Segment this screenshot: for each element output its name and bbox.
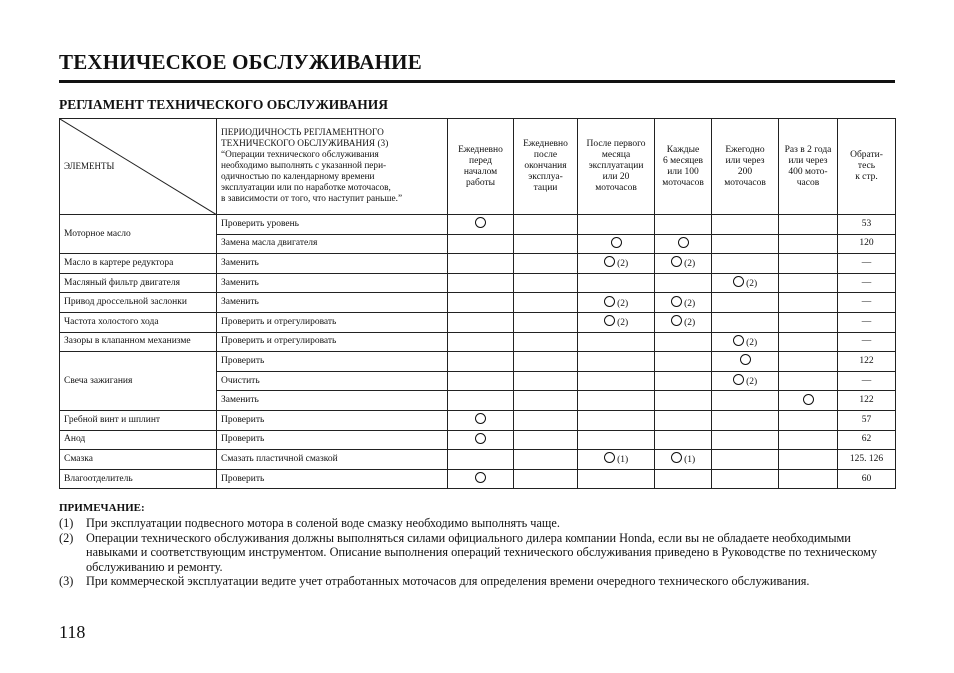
circle-mark-icon [604,452,615,463]
interval-mark [712,430,779,450]
header-col-line: часов [796,177,820,188]
header-periodicity-line: эксплуатации или по наработке моточасов, [221,183,391,193]
note-number: (2) [59,530,74,545]
interval-mark [655,332,712,352]
header-periodicity-line: необходимо выполнять с указанной пери- [221,161,387,171]
header-col-line: моточасов [595,183,637,193]
interval-mark [578,312,655,332]
interval-mark [655,293,712,313]
page-reference: 122 [838,352,896,372]
table-row [60,430,896,450]
header-col-line: Ежегодно [725,144,765,155]
interval-mark [514,312,578,332]
note-item [59,574,895,589]
operation: Проверить [217,469,448,489]
header-periodicity-line: ПЕРИОДИЧНОСТЬ РЕГЛАМЕНТНОГО [221,128,384,138]
interval-mark [514,273,578,293]
header-col-line: Обрати- [850,150,883,160]
interval-mark [779,332,838,352]
header-col-line: 400 мото- [788,166,828,177]
header-col-line: тесь [857,161,876,171]
interval-mark [779,430,838,450]
header-col-line: месяца [601,150,631,160]
interval-mark [514,332,578,352]
header-col-yearly [712,119,779,215]
operation: Проверить уровень [217,215,448,235]
operation: Заменить [217,254,448,274]
operation: Очистить [217,371,448,391]
interval-mark [712,371,779,391]
circle-mark-icon [475,413,486,424]
note-number: (3) [59,574,74,588]
notes-list [59,516,895,589]
interval-mark [578,254,655,274]
table-row [60,469,896,489]
page-reference: — [838,254,896,274]
table-row [60,293,896,313]
interval-mark [578,332,655,352]
element-name: Масляный фильтр двигателя [60,273,217,293]
operation: Проверить [217,430,448,450]
interval-mark [448,469,514,489]
header-col-line: Ежедневно [458,144,503,155]
interval-mark [779,273,838,293]
note-number: (1) [59,516,74,530]
interval-mark [514,352,578,372]
operation: Смазать пластичной смазкой [217,450,448,470]
interval-mark [655,391,712,411]
circle-mark-icon [671,315,682,326]
interval-mark [578,391,655,411]
interval-mark [514,410,578,430]
circle-mark-icon [475,217,486,228]
interval-mark [514,293,578,313]
header-col-line: После первого [586,139,646,149]
header-col-line: 200 [737,166,753,177]
mark-note-ref: (1) [681,455,696,466]
element-name: Привод дроссельной заслонки [60,293,217,313]
header-col-line: Раз в 2 года [784,144,832,155]
interval-mark [779,391,838,411]
header-elements-cell [60,119,217,215]
element-name: Зазоры в клапанном механизме [60,332,217,352]
interval-mark [514,234,578,254]
interval-mark [712,410,779,430]
interval-mark [578,371,655,391]
table-row [60,410,896,430]
note-text: При эксплуатации подвесного мотора в соленой воде смазку необходимо выполнять чаще. [86,516,560,530]
circle-mark-icon [678,237,689,248]
operation: Проверить и отрегулировать [217,332,448,352]
header-col-line: работы [466,177,495,188]
circle-mark-icon [475,472,486,483]
header-col-line: моточасов [662,177,704,188]
note-text: Операции технического обслуживания должны выполняться силами официального дилера компании Honda, если вы не обладаете необходимыми навыками и соответствующим инструментом. Описание выполнения операций технического обслуживания приведено в Руководстве по техническому обслуживанию и ремонту. [86,530,878,574]
interval-mark [779,215,838,235]
interval-mark [448,371,514,391]
header-periodicity-line: в зависимости от того, что наступит раньше.” [221,194,403,204]
note-text: При коммерческой эксплуатации ведите учет отработанных моточасов для определения времени очередного технического обслуживания. [86,574,810,588]
page-reference: — [838,293,896,313]
mark-note-ref: (1) [614,455,629,466]
header-col-line: началом [463,166,498,177]
element-name: Анод [60,430,217,450]
table-row [60,254,896,274]
header-col-line: или через [788,155,828,166]
circle-mark-icon [604,296,615,307]
interval-mark [655,273,712,293]
maintenance-schedule-table [59,118,896,489]
page-reference: 125. 126 [838,450,896,470]
interval-mark [712,332,779,352]
element-name: Масло в картере редуктора [60,254,217,274]
page-number: 118 [59,622,86,642]
header-col-line: окончания [524,161,567,171]
circle-mark-icon [475,433,486,444]
interval-mark [655,254,712,274]
table-row [60,215,896,235]
interval-mark [712,293,779,313]
interval-mark [655,312,712,332]
circle-mark-icon [740,354,751,365]
mark-note-ref: (2) [681,298,696,309]
interval-mark [712,254,779,274]
interval-mark [448,332,514,352]
mark-note-ref: (2) [614,298,629,309]
header-periodicity-line: одичностью по календарному времени [221,172,375,182]
interval-mark [655,352,712,372]
interval-mark [514,469,578,489]
interval-mark [712,273,779,293]
interval-mark [448,352,514,372]
header-col-line: перед [469,155,492,166]
interval-mark [578,352,655,372]
page-title: ТЕХНИЧЕСКОЕ ОБСЛУЖИВАНИЕ [59,50,422,74]
circle-mark-icon [803,394,814,405]
interval-mark [448,312,514,332]
interval-mark [779,352,838,372]
header-col-line: Ежедневно [523,139,568,149]
header-col-line: или 20 [602,172,630,182]
page-reference: 60 [838,469,896,489]
interval-mark [448,215,514,235]
element-name: Смазка [60,450,217,470]
interval-mark [779,450,838,470]
section-title: РЕГЛАМЕНТ ТЕХНИЧЕСКОГО ОБСЛУЖИВАНИЯ [59,97,388,112]
interval-mark [578,215,655,235]
page-reference: — [838,332,896,352]
interval-mark [655,371,712,391]
element-name: Моторное масло [60,215,217,254]
interval-mark [655,410,712,430]
mark-note-ref: (2) [681,318,696,329]
interval-mark [779,371,838,391]
mark-note-ref: (2) [743,337,758,348]
interval-mark [448,234,514,254]
interval-mark [578,234,655,254]
operation: Проверить [217,410,448,430]
interval-mark [712,352,779,372]
interval-mark [448,293,514,313]
operation: Заменить [217,273,448,293]
header-col-line: Каждые [666,144,700,155]
header-col-6-months [655,119,712,215]
operation: Заменить [217,293,448,313]
interval-mark [514,254,578,274]
element-name: Свеча зажигания [60,352,217,411]
interval-mark [514,450,578,470]
interval-mark [448,254,514,274]
header-col-see-page [838,119,896,215]
interval-mark [655,450,712,470]
operation: Проверить и отрегулировать [217,312,448,332]
interval-mark [779,410,838,430]
page-reference: 120 [838,234,896,254]
element-name: Частота холостого хода [60,312,217,332]
header-col-line: или через [725,155,765,166]
table-row [60,312,896,332]
interval-mark [448,450,514,470]
interval-mark [655,469,712,489]
page-reference: 62 [838,430,896,450]
header-col-line: тации [533,183,558,193]
header-col-line: или 100 [667,166,699,177]
interval-mark [779,293,838,313]
header-periodicity-line: ТЕХНИЧЕСКОГО ОБСЛУЖИВАНИЯ (3) [221,139,389,149]
page-reference: — [838,273,896,293]
interval-mark [448,273,514,293]
page-reference: 122 [838,391,896,411]
mark-note-ref: (2) [681,259,696,270]
interval-mark [578,273,655,293]
interval-mark [712,469,779,489]
note-item [59,516,895,531]
interval-mark [448,391,514,411]
header-col-line: к стр. [855,172,878,182]
interval-mark [514,430,578,450]
interval-mark [514,391,578,411]
interval-mark [655,430,712,450]
interval-mark [448,430,514,450]
interval-mark [578,410,655,430]
header-col-line: 6 месяцев [663,155,703,166]
interval-mark [514,371,578,391]
mark-note-ref: (2) [743,377,758,388]
interval-mark [655,215,712,235]
interval-mark [578,430,655,450]
mark-note-ref: (2) [614,259,629,270]
interval-mark [779,234,838,254]
interval-mark [779,312,838,332]
table-row [60,332,896,352]
circle-mark-icon [604,315,615,326]
operation: Проверить [217,352,448,372]
interval-mark [655,234,712,254]
circle-mark-icon [671,256,682,267]
interval-mark [712,234,779,254]
interval-mark [779,254,838,274]
element-name: Влагоотделитель [60,469,217,489]
header-periodicity-line: “Операции технического обслуживания [221,150,379,160]
interval-mark [578,469,655,489]
interval-mark [578,450,655,470]
page-reference: 57 [838,410,896,430]
note-item [59,531,895,575]
circle-mark-icon [733,374,744,385]
interval-mark [578,293,655,313]
page-reference: — [838,312,896,332]
header-col-first-month [578,119,655,215]
circle-mark-icon [733,276,744,287]
header-col-daily-before [448,119,514,215]
header-col-2-years [779,119,838,215]
element-name: Гребной винт и шплинт [60,410,217,430]
notes-title: ПРИМЕЧАНИЕ: [59,502,145,514]
interval-mark [514,215,578,235]
page-reference: — [838,371,896,391]
circle-mark-icon [611,237,622,248]
interval-mark [779,469,838,489]
circle-mark-icon [671,296,682,307]
mark-note-ref: (2) [614,318,629,329]
circle-mark-icon [671,452,682,463]
table-row [60,352,896,372]
table-row [60,450,896,470]
interval-mark [712,312,779,332]
mark-note-ref: (2) [743,279,758,290]
circle-mark-icon [604,256,615,267]
interval-mark [448,410,514,430]
table-row [60,273,896,293]
header-periodicity [217,119,448,215]
page-reference: 53 [838,215,896,235]
header-elements-label: ЭЛЕМЕНТЫ [64,161,115,171]
operation: Замена масла двигателя [217,234,448,254]
header-col-line: эксплуатации [588,161,644,171]
circle-mark-icon [733,335,744,346]
title-rule [59,80,895,83]
interval-mark [712,391,779,411]
header-col-line: моточасов [724,177,766,188]
header-col-line: эксплуа- [528,172,563,182]
operation: Заменить [217,391,448,411]
header-col-line: после [533,150,558,160]
interval-mark [712,215,779,235]
interval-mark [712,450,779,470]
header-col-daily-after [514,119,578,215]
